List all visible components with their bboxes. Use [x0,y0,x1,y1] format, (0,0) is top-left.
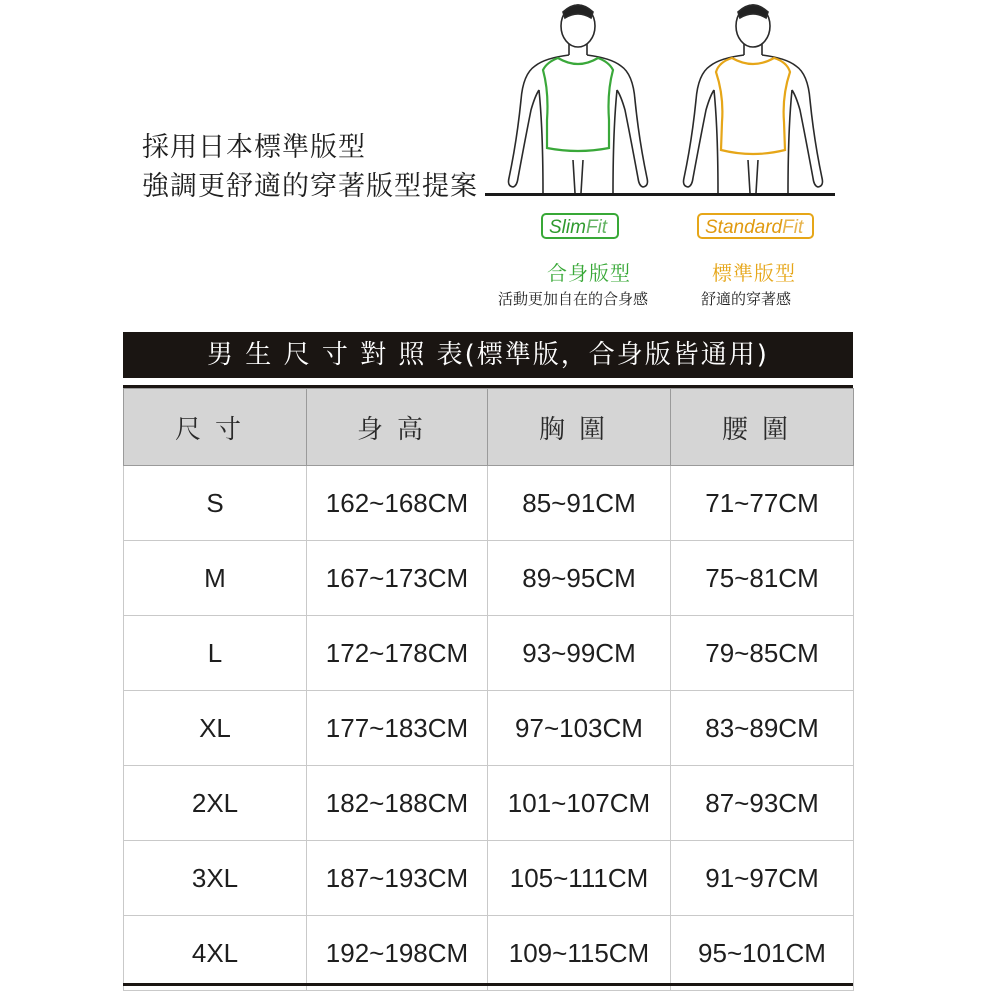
cell-waist: 71~77CM [671,466,854,541]
slim-fit-shirt-outline [543,58,613,151]
intro-text [142,128,478,206]
cell-height: 177~183CM [307,691,488,766]
size-chart-title: 男 生 尺 寸 對 照 表(標準版，合身版皆通用) [123,332,853,378]
table-row [124,466,854,541]
header-height: 身高 [307,389,488,466]
cell-height: 192~198CM [307,916,488,991]
cell-chest: 89~95CM [488,541,671,616]
cell-chest: 97~103CM [488,691,671,766]
cell-size: M [124,541,307,616]
header-chest: 胸圍 [488,389,671,466]
intro-line-1: 採用日本標準版型 [142,132,366,163]
table-row [124,616,854,691]
table-row [124,766,854,841]
floor-line [485,193,835,196]
header-waist: 腰圍 [671,389,854,466]
cell-waist: 91~97CM [671,841,854,916]
cell-waist: 87~93CM [671,766,854,841]
cell-size: XL [124,691,307,766]
table-row [124,841,854,916]
table-row [124,916,854,991]
cell-waist: 95~101CM [671,916,854,991]
cell-waist: 79~85CM [671,616,854,691]
standard-fit-badge [697,213,814,239]
table-row [124,691,854,766]
slim-fit-badge-light: Fit [585,217,608,238]
cell-chest: 85~91CM [488,466,671,541]
standard-fit-shirt-outline [716,58,790,154]
cell-height: 167~173CM [307,541,488,616]
table-header-row [124,389,854,466]
cell-waist: 83~89CM [671,691,854,766]
intro-line-2: 強調更舒適的穿著版型提案 [142,171,478,202]
cell-height: 162~168CM [307,466,488,541]
header-size: 尺寸 [124,389,307,466]
body-fit-illustration [485,0,845,200]
standard-fit-name: 標準版型 [712,261,796,285]
cell-size: 4XL [124,916,307,991]
cell-size: 3XL [124,841,307,916]
cell-chest: 109~115CM [488,916,671,991]
size-chart-table [123,388,854,991]
slim-fit-badge-bold: Slim [549,217,586,238]
cell-height: 172~178CM [307,616,488,691]
standard-fit-figure [684,5,823,193]
slim-fit-description: 活動更加自在的合身感 [498,290,649,308]
slim-fit-badge [541,213,619,239]
standard-fit-description: 舒適的穿著感 [701,290,792,308]
cell-chest: 101~107CM [488,766,671,841]
standard-fit-badge-bold: Standard [705,217,783,238]
cell-height: 187~193CM [307,841,488,916]
standard-fit-badge-light: Fit [782,217,804,238]
cell-size: 2XL [124,766,307,841]
table-bottom-rule [123,983,853,986]
cell-chest: 93~99CM [488,616,671,691]
cell-waist: 75~81CM [671,541,854,616]
cell-size: L [124,616,307,691]
cell-chest: 105~111CM [488,841,671,916]
table-row [124,541,854,616]
slim-fit-name: 合身版型 [547,261,631,285]
slim-fit-figure [509,5,648,193]
cell-size: S [124,466,307,541]
cell-height: 182~188CM [307,766,488,841]
